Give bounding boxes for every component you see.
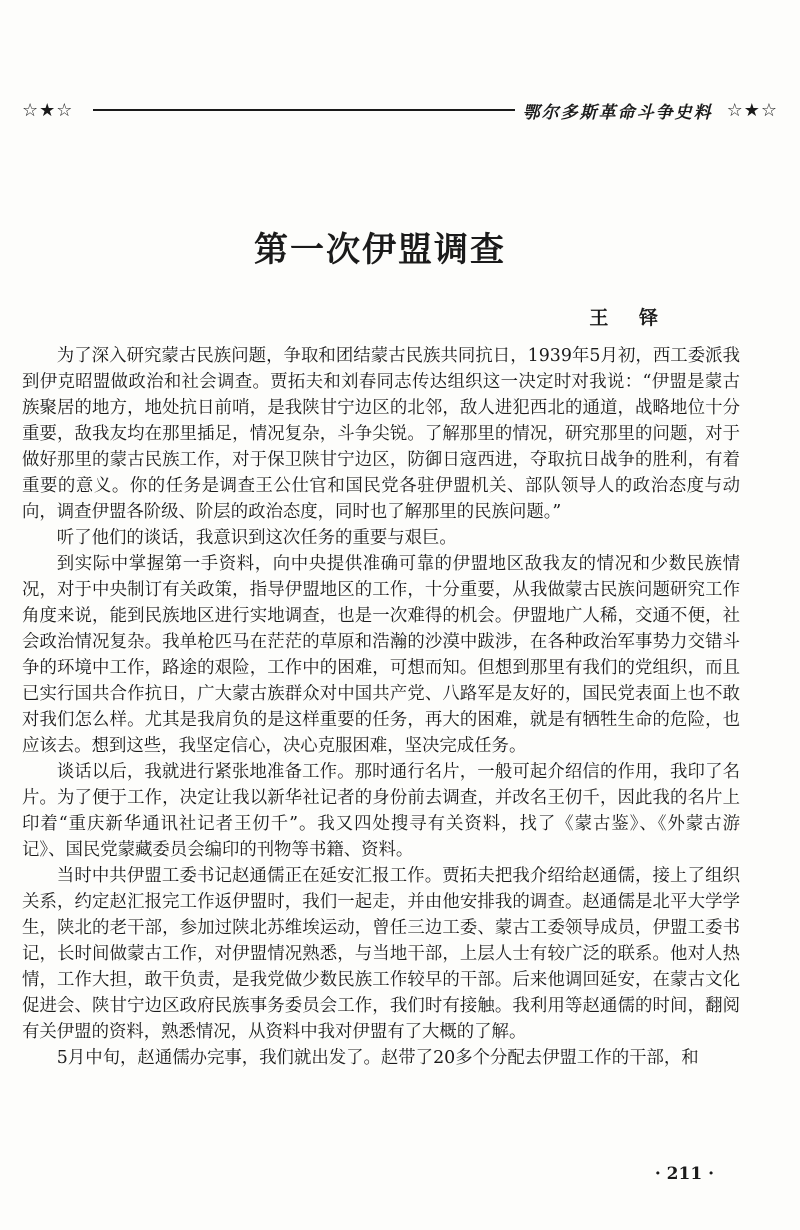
paragraph: 5月中旬，赵通儒办完事，我们就出发了。赵带了20多个分配去伊盟工作的干部，和 [56, 1048, 699, 1068]
series-title: 鄂尔多斯革命斗争史料 [522, 102, 713, 123]
article-body [22, 343, 740, 1071]
header-rule [93, 109, 514, 111]
paragraph: 到实际中掌握第一手资料，向中央提供准确可靠的伊盟地区敌我友的情况和少数民族情况，对于中央制订有关政策，指导伊盟地区的工作，十分重要，从我做蒙古民族问题研究工作角度来说，能到民族地区进行实地调查，也是一次难得的机会。伊盟地广人稀，交通不便，社会政治情况复杂。我单枪匹马在茫茫的草原和浩瀚的沙漠中跋涉，在各种政治军事势力交错斗争的环境中工作，路途的艰险，工作中的困难，可想而知。但想到那里有我们的党组织，而且已实行国共合作抗日，广大蒙古族群众对中国共产党、八路军是友好的，国民党表面上也不敢对我们怎么样。尤其是我肩负的是这样重要的任务，再大的困难，就是有牺牲生命的危险，也应该去。想到这些，我坚定信心，决心克服困难，坚决完成任务。 [22, 554, 740, 756]
article-title: 第一次伊盟调查 [254, 230, 506, 270]
header-stars-left: ☆★☆ [22, 99, 74, 121]
paragraph: 为了深入研究蒙古民族问题，争取和团结蒙古民族共同抗日，1939年5月初，西工委派我到伊克昭盟做政治和社会调查。贾拓夫和刘春同志传达组织这一决定时对我说：“伊盟是蒙古族聚居的地方，地处抗日前哨，是我陕甘宁边区的北邻，敌人进犯西北的通道，战略地位十分重要，敌我友均在那里插足，情况复杂，斗争尖锐。了解那里的情况，研究那里的问题，对于做好那里的蒙古民族工作，对于保卫陕甘宁边区，防御日寇西进，夺取抗日战争的胜利，有着重要的意义。你的任务是调查王公仕官和国民党各驻伊盟机关、部队领导人的政治态度与动向，调查伊盟各阶级、阶层的政治态度，同时也了解那里的民族问题。” [22, 346, 740, 522]
header-stars-right: ☆★☆ [726, 99, 778, 121]
article-author: 王 铎 [589, 307, 670, 329]
running-header [22, 96, 778, 124]
paragraph: 当时中共伊盟工委书记赵通儒正在延安汇报工作。贾拓夫把我介绍给赵通儒，接上了组织关系，约定赵汇报完工作返伊盟时，我们一起走，并由他安排我的调查。赵通儒是北平大学学生，陕北的老干部，参加过陕北苏维埃运动，曾任三边工委、蒙古工委领导成员，伊盟工委书记，长时间做蒙古工作，对伊盟情况熟悉，与当地干部，上层人士有较广泛的联系。他对人热情，工作大担，敢干负责，是我党做少数民族工作较早的干部。后来他调回延安，在蒙古文化促进会、陕甘宁边区政府民族事务委员会工作，我们时有接触。我利用等赵通儒的时间，翻阅有关伊盟的资料，熟悉情况，从资料中我对伊盟有了大概的了解。 [22, 866, 740, 1042]
page-number: · 211 · [654, 1164, 714, 1184]
paragraph: 谈话以后，我就进行紧张地准备工作。那时通行名片，一般可起介绍信的作用，我印了名片。为了便于工作，决定让我以新华社记者的身份前去调查，并改名王仞千，因此我的名片上印着“重庆新华通讯社记者王仞千”。我又四处搜寻有关资料，找了《蒙古鉴》、《外蒙古游记》、国民党蒙藏委员会编印的刊物等书籍、资料。 [22, 762, 740, 860]
paragraph: 听了他们的谈话，我意识到这次任务的重要与艰巨。 [56, 528, 457, 548]
